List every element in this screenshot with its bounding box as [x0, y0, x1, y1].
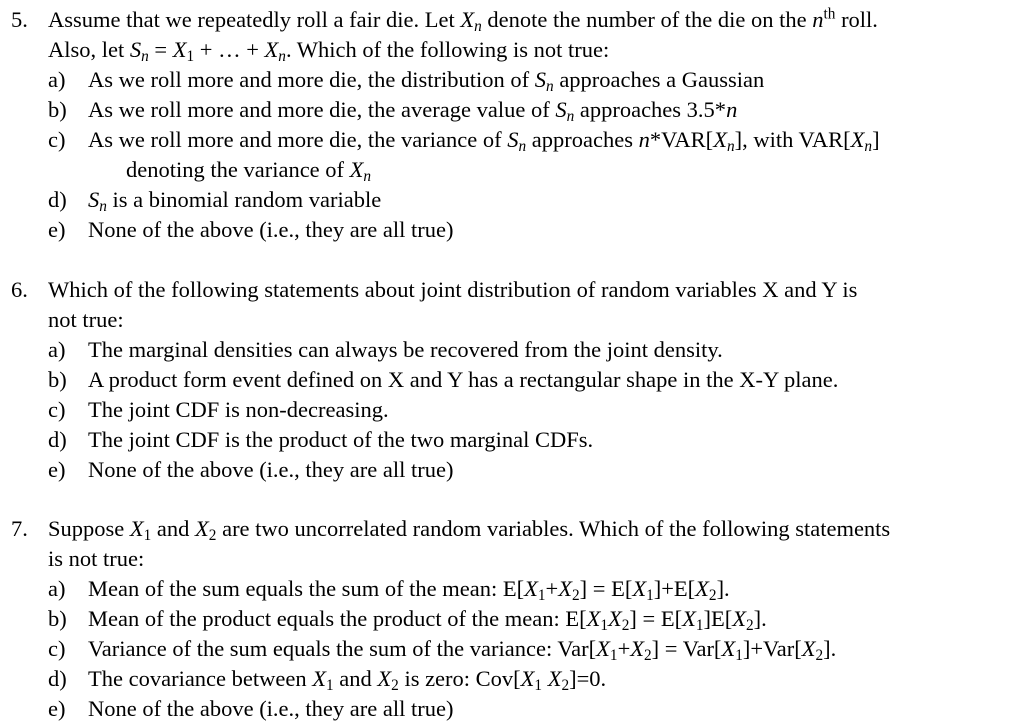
question-number: 6.: [11, 277, 28, 302]
question-number: 5.: [11, 7, 28, 32]
question-5-stem-line-1: 5. Assume that we repeatedly roll a fair die. Let $X_n$ denote the number of the die on the $n^{th}$ roll.: [11, 5, 878, 35]
question-number: 7.: [11, 516, 28, 541]
option-5a[interactable]: a) As we roll more and more die, the distribution of $S_n$ approaches a Gaussian: [48, 67, 765, 95]
option-6a[interactable]: a) The marginal densities can always be recovered from the joint density.: [48, 337, 723, 362]
question-7: [0, 514, 1024, 724]
option-7c[interactable]: c) Variance of the sum equals the sum of the variance: $Var[X_1+X_2] = Var[X_1]+Var[X_2]$.: [48, 636, 837, 664]
question-7-stem-line-2: is not true:: [48, 546, 145, 571]
option-7b[interactable]: b) Mean of the product equals the product of the mean: $E[X_1X_2] = E[X_1]E[X_2]$.: [48, 606, 767, 634]
option-6e[interactable]: e) None of the above (i.e., they are all true): [48, 457, 454, 482]
option-5b[interactable]: b) As we roll more and more die, the average value of $S_n$ approaches 3.5*n: [48, 97, 738, 125]
option-5c[interactable]: c) As we roll more and more die, the variance of $S_n$ approaches $n*VAR[X_n]$, with $VAR[X_n]$: [48, 127, 880, 155]
question-6-stem-line-1: 6. Which of the following statements about joint distribution of random variables X and Y is: [0, 275, 1024, 305]
option-6b[interactable]: b) A product form event defined on X and Y has a rectangular shape in the X-Y plane.: [48, 367, 839, 392]
option-5e[interactable]: e) None of the above (i.e., they are all true): [48, 217, 454, 242]
option-5d[interactable]: d) $S_n$ is a binomial random variable: [48, 187, 382, 215]
question-6-stem-line-2: not true:: [48, 307, 124, 332]
option-7a[interactable]: a) Mean of the sum equals the sum of the mean: $E[X_1+X_2] = E[X_1]+E[X_2]$.: [48, 576, 730, 604]
option-6d[interactable]: d) The joint CDF is the product of the two marginal CDFs.: [48, 427, 594, 452]
question-6: [0, 275, 1024, 485]
option-6c[interactable]: c) The joint CDF is non-decreasing.: [48, 397, 389, 422]
option-5c-continuation: denoting the variance of $X_n$: [126, 157, 372, 185]
question-5-stem-line-2: Also, let $S_n = X_1$ + … + $X_n$. Which of the following is not true:: [48, 37, 610, 65]
option-7e[interactable]: e) None of the above (i.e., they are all true): [48, 696, 454, 721]
option-7d[interactable]: d) The covariance between $X_1$ and $X_2$ is zero: $Cov[X_1$ $X_2]=0$.: [48, 666, 607, 694]
question-7-stem-line-1: 7. Suppose $X_1$ and $X_2$ are two uncorrelated random variables. Which of the following statements: [11, 516, 891, 544]
question-5: [0, 5, 1024, 245]
